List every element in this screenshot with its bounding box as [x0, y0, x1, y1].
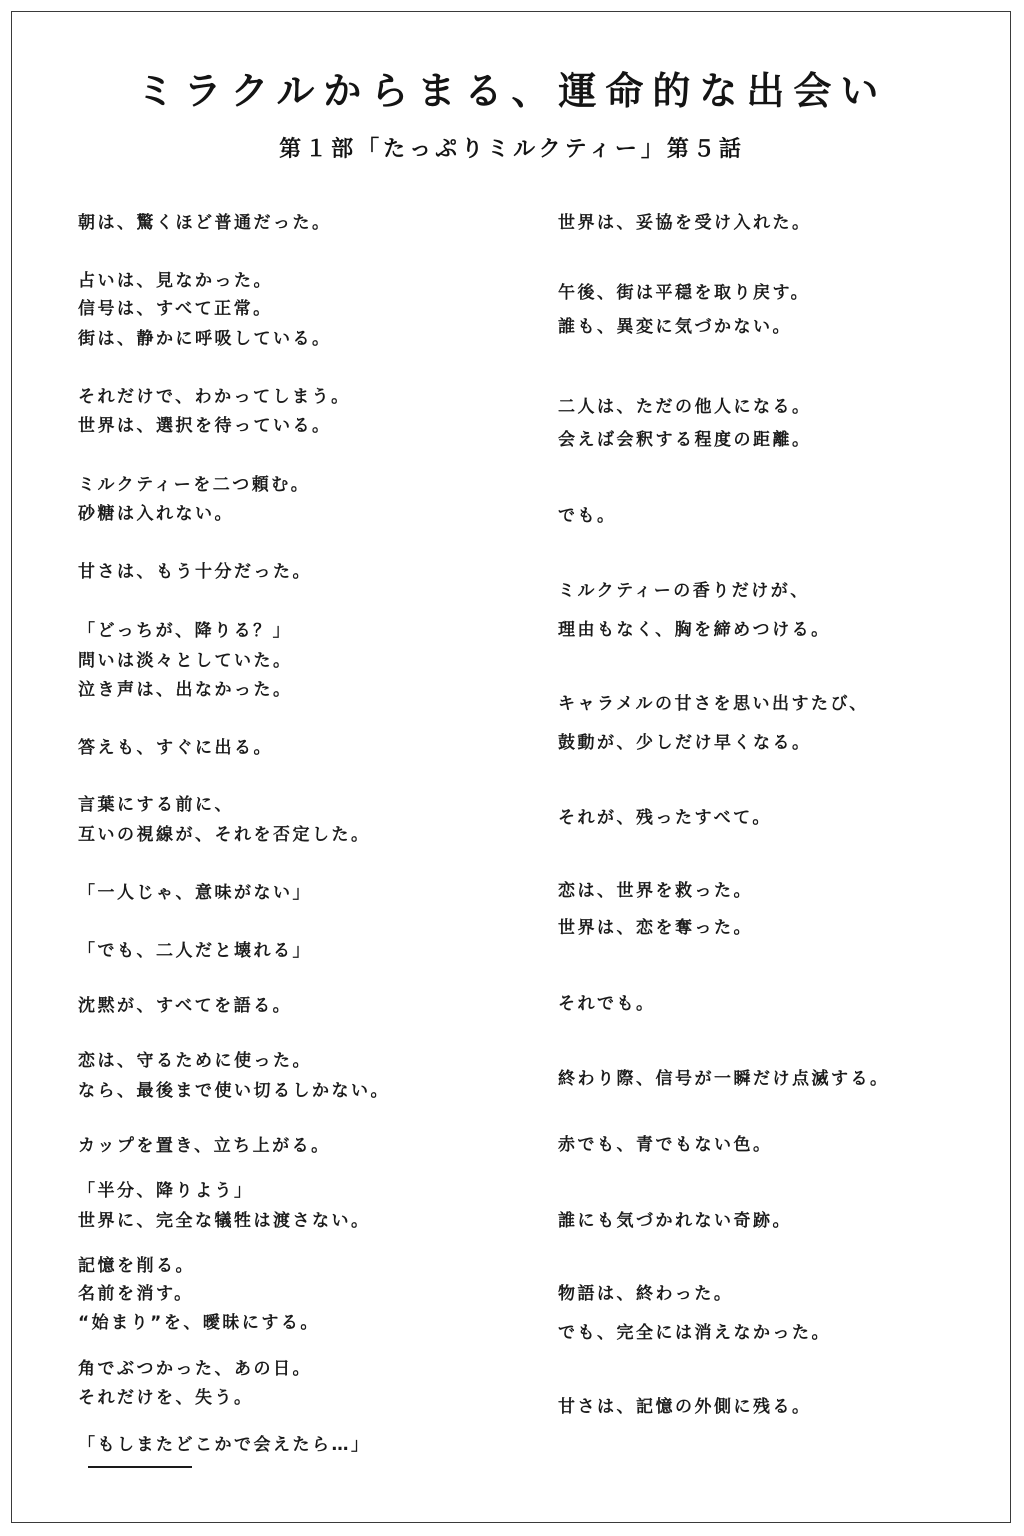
text-line: なら、最後まで使い切るしかない。	[78, 1081, 390, 1101]
text-line: 信号は、すべて正常。	[78, 299, 273, 319]
text-line: 世界に、完全な犠牲は渡さない。	[78, 1211, 371, 1231]
text-line: 互いの視線が、それを否定した。	[78, 825, 371, 845]
closing-dash-line	[88, 1466, 192, 1468]
text-line: 記憶を削る。	[78, 1256, 195, 1276]
text-line: 街は、静かに呼吸している。	[78, 329, 332, 349]
text-line: それだけで、わかってしまう。	[78, 387, 351, 407]
text-line: 「どっちが、降りる？」	[78, 621, 293, 641]
text-line: 理由もなく、胸を締めつける。	[558, 620, 831, 640]
text-line: “始まり”を、曖昧にする。	[78, 1313, 320, 1333]
text-line: 「半分、降りよう」	[78, 1181, 254, 1201]
text-line: それでも。	[558, 994, 656, 1014]
text-line: 朝は、驚くほど普通だった。	[78, 213, 332, 233]
text-line: 答えも、すぐに出る。	[78, 738, 273, 758]
text-line: 角でぶつかった、あの日。	[78, 1359, 312, 1379]
text-line: 「でも、二人だと壊れる」	[78, 941, 312, 961]
text-line: 甘さは、記憶の外側に残る。	[558, 1397, 812, 1417]
text-line: 世界は、恋を奪った。	[558, 918, 753, 938]
text-line: 沈黙が、すべてを語る。	[78, 996, 293, 1016]
text-line: 「もしまたどこかで会えたら…」	[78, 1435, 371, 1455]
text-line: 恋は、世界を救った。	[558, 881, 753, 901]
text-line: 世界は、妥協を受け入れた。	[558, 213, 812, 233]
text-line: カップを置き、立ち上がる。	[78, 1136, 331, 1156]
text-line: 世界は、選択を待っている。	[78, 416, 332, 436]
text-line: 誰も、異変に気づかない。	[558, 317, 792, 337]
text-line: 物語は、終わった。	[558, 1284, 734, 1304]
text-line: でも、完全には消えなかった。	[558, 1323, 831, 1343]
text-line: 赤でも、青でもない色。	[558, 1135, 773, 1155]
episode-subtitle: 第１部「たっぷりミルクティー」第５話	[279, 137, 745, 162]
text-line: 終わり際、信号が一瞬だけ点滅する。	[558, 1069, 890, 1089]
text-line: でも。	[558, 506, 617, 526]
text-line: ミルクティーの香りだけが、	[558, 581, 810, 601]
text-line: 午後、街は平穏を取り戻す。	[558, 283, 811, 303]
text-line: 泣き声は、出なかった。	[78, 680, 293, 700]
text-line: 問いは淡々としていた。	[78, 651, 293, 671]
text-line: 誰にも気づかれない奇跡。	[558, 1211, 792, 1231]
text-line: それが、残ったすべて。	[558, 808, 772, 828]
text-line: 鼓動が、少しだけ早くなる。	[558, 733, 812, 753]
text-line: 名前を消す。	[78, 1284, 194, 1304]
story-title: ミラクルからまる、運命的な出会い	[136, 69, 888, 113]
text-line: 占いは、見なかった。	[78, 271, 273, 291]
text-line: 二人は、ただの他人になる。	[558, 397, 812, 417]
text-line: ミルクティーを二つ頼む。	[78, 475, 311, 495]
text-line: 砂糖は入れない。	[78, 504, 234, 524]
text-line: キャラメルの甘さを思い出すたび、	[558, 694, 869, 714]
text-line: 「一人じゃ、意味がない」	[78, 883, 312, 903]
text-line: 恋は、守るために使った。	[78, 1051, 312, 1071]
text-line: それだけを、失う。	[78, 1388, 254, 1408]
text-line: 甘さは、もう十分だった。	[78, 562, 312, 582]
text-line: 言葉にする前に、	[78, 795, 234, 815]
text-line: 会えば会釈する程度の距離。	[558, 430, 812, 450]
